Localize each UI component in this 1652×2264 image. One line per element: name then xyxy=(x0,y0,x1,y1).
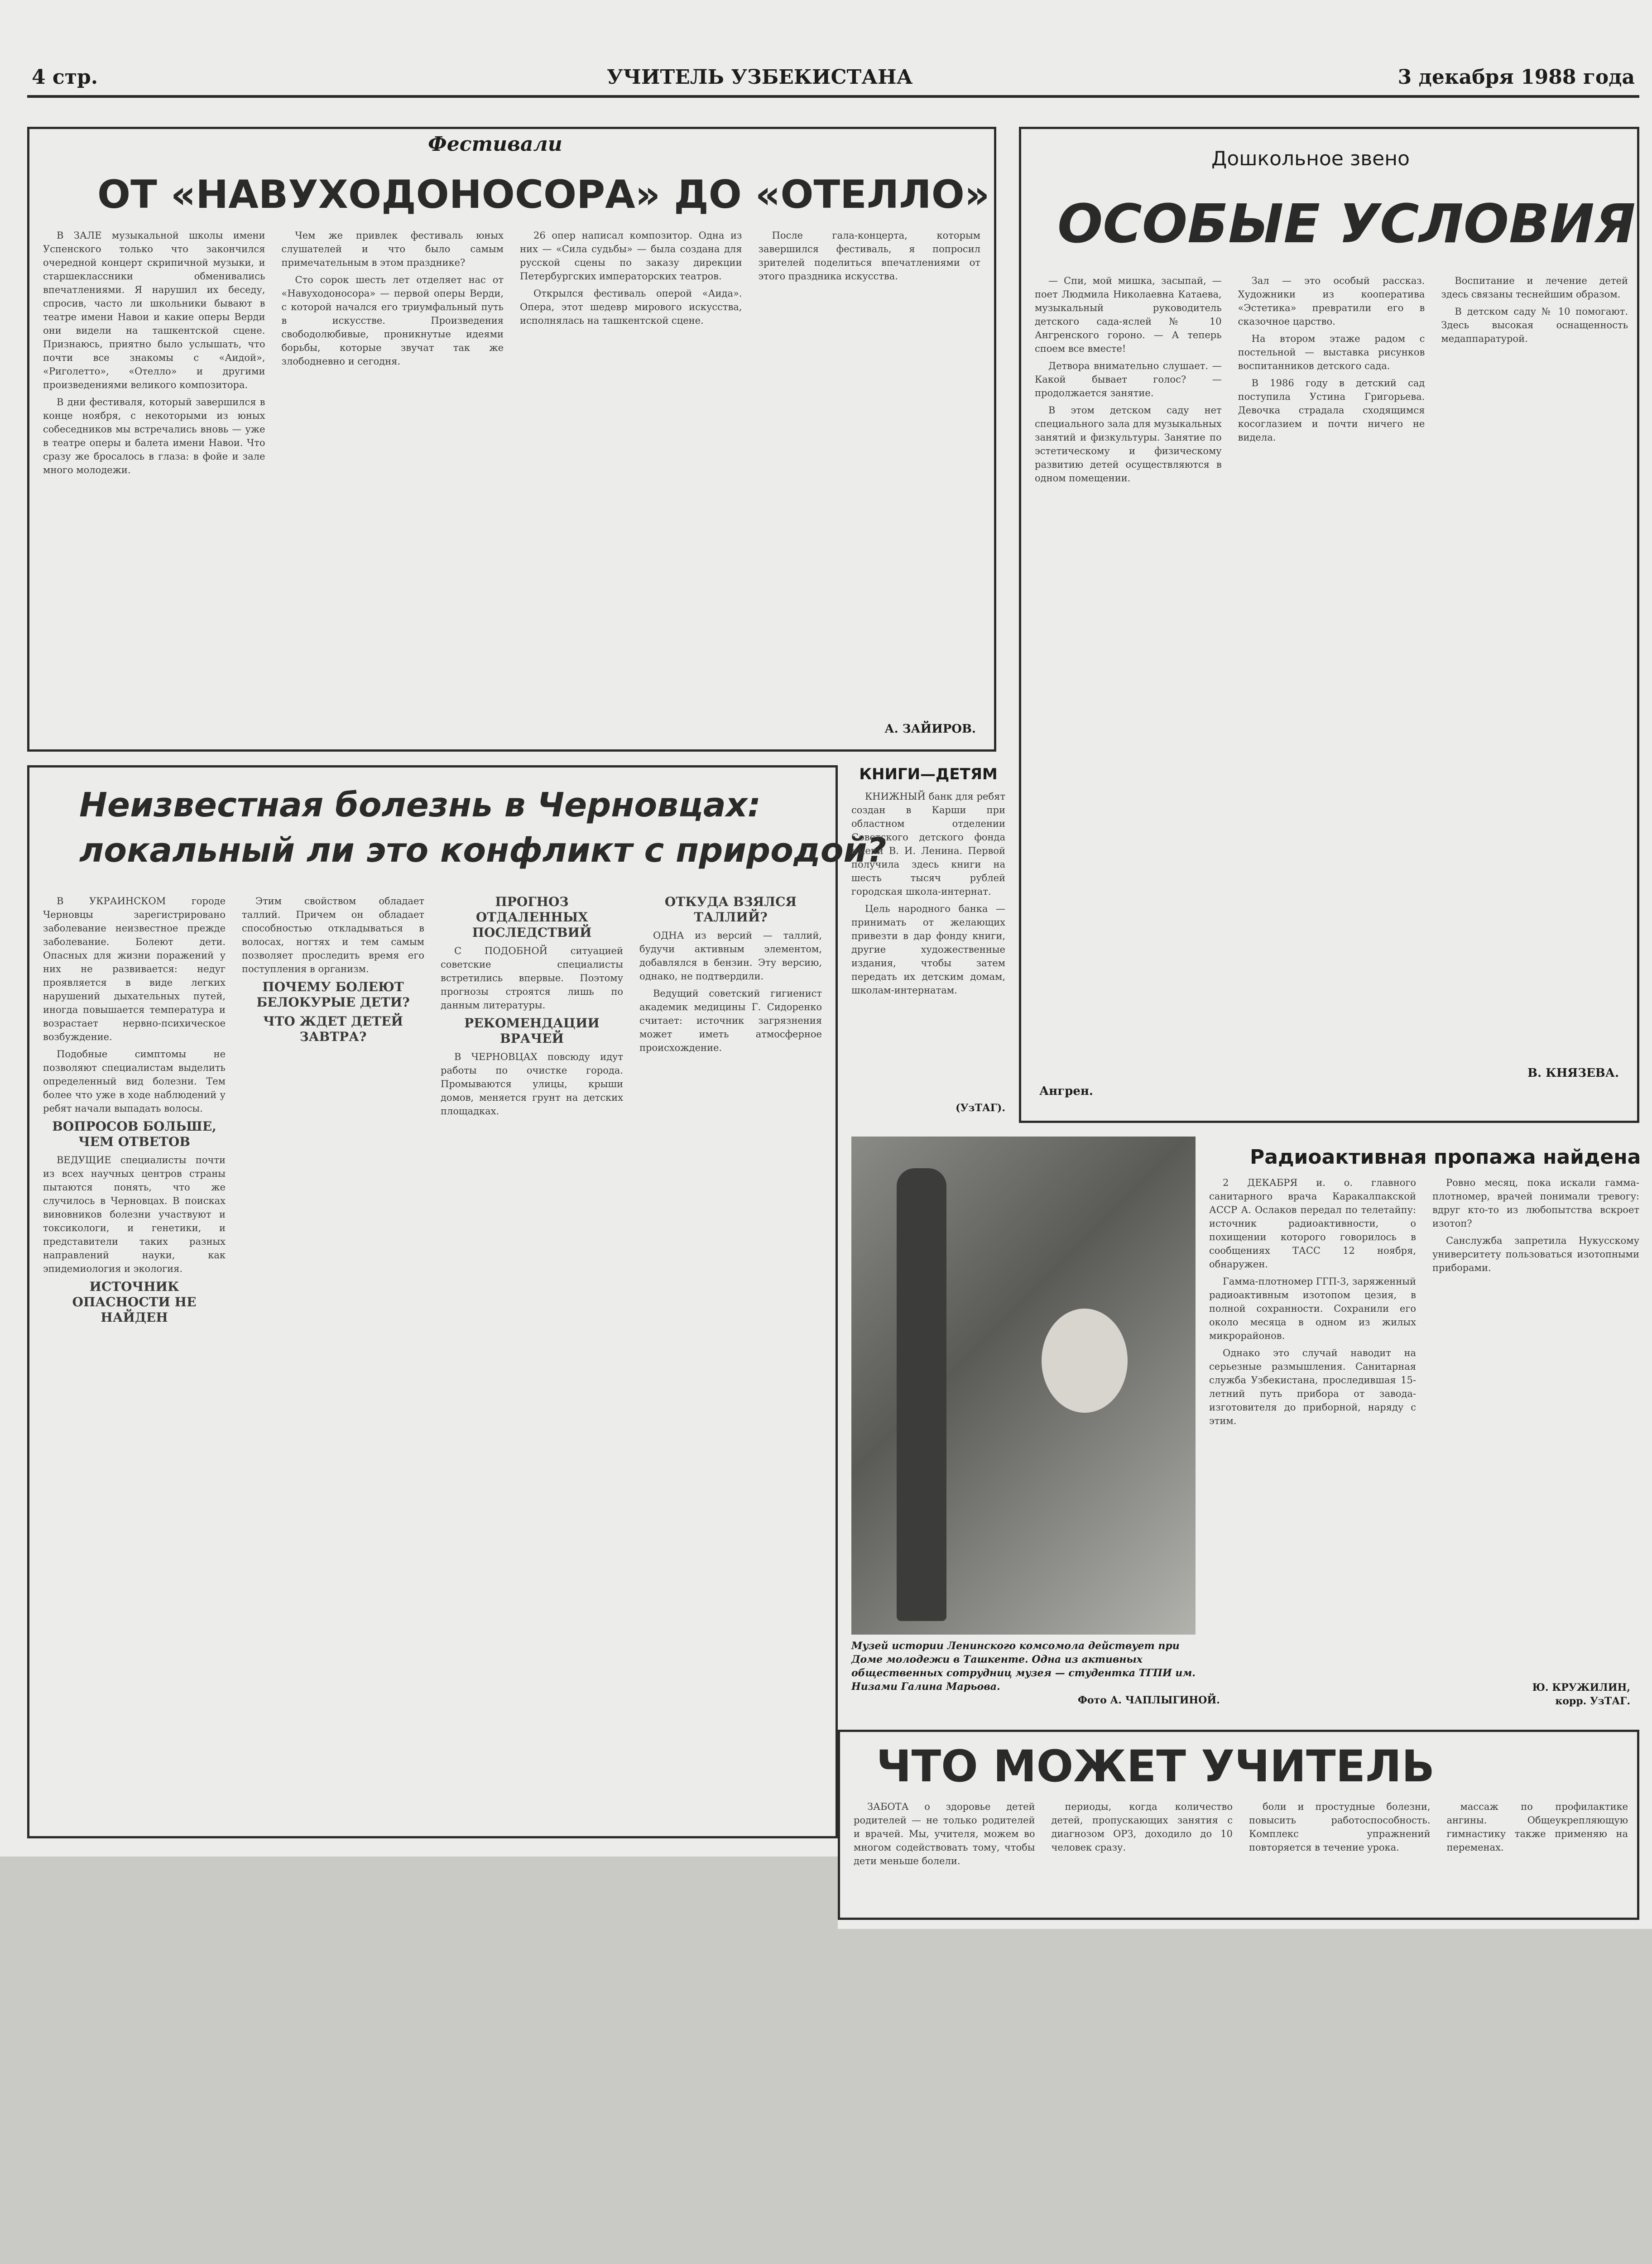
article-body xyxy=(854,1800,1628,1909)
torn-page-area xyxy=(0,1856,838,2264)
radioactive-article xyxy=(1209,1146,1639,1712)
text-column xyxy=(43,894,226,1823)
text-column xyxy=(43,229,265,722)
paragraph: В этом детском саду нет специального зала для музыкальных занятий и физкультуры. Занятие по эстетическому и физическому развитию детей осуществляются в одном помещении. xyxy=(1035,405,1222,484)
paragraph: Однако это случай наводит на серьезные размышления. Санитарная служба Узбекистана, проследившая 15-летний путь прибора от завода-изготовителя до приборной, наряду с этим. xyxy=(1209,1348,1416,1426)
note-title: КНИГИ—ДЕТЯМ xyxy=(859,765,998,783)
article-title: ОТ «НАВУХОДОНОСОРА» ДО «ОТЕЛЛО» xyxy=(97,172,990,217)
note-source: (УзТАГ). xyxy=(956,1102,1005,1114)
paragraph: 26 опер написал композитор. Одна из них — «Сила судьбы» — была создана для русской сцены по заказу дирекции Петербургских императорских театров. xyxy=(520,230,742,282)
article-body xyxy=(1035,274,1628,1044)
paragraph: массаж по профилактике ангины. Общеукрепляющую гимнастику также применяю на переменах. xyxy=(1446,1801,1628,1853)
text-column xyxy=(639,894,822,1823)
paragraph: КНИЖНЫЙ банк для ребят создан в Карши при областном отделении Советского детского фонда имени В. И. Ленина. Первой получила здесь книги на шесть тысяч рублей городская школа-интернат. xyxy=(851,791,1005,897)
paragraph: ОДНА из версий — таллий, будучи активным элементом, добавлялся в бензин. Эту версию, однако, не подтвердили. xyxy=(639,930,822,982)
subheading: ОТКУДА ВЗЯЛСЯ ТАЛЛИЙ? xyxy=(664,894,797,925)
paragraph: Ровно месяц, пока искали гамма-плотномер, врачей понимали тревогу: вдруг кто-то из любопытства вскроет изотоп? xyxy=(1432,1177,1639,1229)
section-label: Фестивали xyxy=(428,133,562,156)
article-body xyxy=(43,894,822,1823)
paragraph: В дни фестиваля, который завершился в конце ноября, с некоторыми из юных собеседников мы встречались вновь — уже в театре оперы и балета имени Навои. Что сразу же бросалось в глаза: в фойе и зале много молодежи. xyxy=(43,397,265,475)
text-column xyxy=(1441,274,1628,1044)
article-title: ОСОБЫЕ УСЛОВИЯ xyxy=(1057,192,1636,255)
statue-shape xyxy=(897,1168,946,1621)
paragraph: Гамма-плотномер ГГП-3, заряженный радиоактивным изотопом цезия, в полной сохранности. Сохранили его около месяца в одном из жилых микрорайонов. xyxy=(1209,1276,1416,1341)
text-column xyxy=(242,894,424,1823)
text-column xyxy=(1209,1176,1416,1665)
article-title-line-1: Неизвестная болезнь в Черновцах: xyxy=(79,786,761,825)
article-title-line-2: локальный ли это конфликт с природой? xyxy=(79,831,887,870)
article-author: В. КНЯЗЕВА. xyxy=(1527,1066,1619,1080)
paragraph: ВЕДУЩИЕ специалисты почти из всех научных центров страны пытаются понять, что же случилось в Черновцах. В поисках виновников болезни участвуют и токсикологи, и генетики, и представители таких разных направлений науки, как эпидемиология и экология. xyxy=(43,1155,226,1274)
text-column xyxy=(854,1800,1035,1909)
paragraph: ЗАБОТА о здоровье детей родителей — не только родителей и врачей. Мы, учителя, можем во многом содействовать тому, чтобы дети меньше болели. xyxy=(854,1801,1035,1866)
article-author: А. ЗАЙИРОВ. xyxy=(884,722,976,736)
paragraph: В ЗАЛЕ музыкальной школы имени Успенского только что закончился очередной концерт скрипичной музыки, и старшеклассники обменивались впечатлениями. Я нарушил их беседу, спросив, часто ли школьники бывают в театре имени Навои и какие оперы Верди они видели на ташкентской сцене. Признаюсь, приятно было услышать, что почти все знакомы с «Аидой», «Риголетто», «Отелло» и другими произведениями великого композитора. xyxy=(43,230,265,390)
article-title: ЧТО МОЖЕТ УЧИТЕЛЬ xyxy=(876,1741,1435,1792)
article-title: Радиоактивная пропажа найдена xyxy=(1250,1146,1641,1169)
article-author-role: корр. УзТАГ. xyxy=(1555,1695,1630,1707)
subheading: ЧТО ЖДЕТ ДЕТЕЙ ЗАВТРА? xyxy=(263,1014,403,1044)
subheading: ПОЧЕМУ БОЛЕЮТ БЕЛОКУРЫЕ ДЕТИ? xyxy=(256,979,410,1010)
subheading: ВОПРОСОВ БОЛЬШЕ, ЧЕМ ОТВЕТОВ xyxy=(52,1119,216,1149)
article-body xyxy=(43,229,980,722)
paragraph: После гала-концерта, которым завершился фестиваль, я попросил зрителей поделиться впечатлениями от этого праздника искусства. xyxy=(758,230,980,282)
subheading: ПРОГНОЗ ОТДАЛЕННЫХ ПОСЛЕДСТВИЙ xyxy=(472,894,592,940)
paragraph: боли и простудные болезни, повысить работоспособность. Комплекс упражнений повторяется в течение урока. xyxy=(1249,1801,1431,1853)
text-column xyxy=(759,229,981,722)
text-column xyxy=(282,229,504,722)
issue-date: 3 декабря 1988 года xyxy=(1397,66,1635,89)
paragraph: периоды, когда количество детей, пропускающих занятия с диагнозом ОРЗ, доходило до 10 человек сразу. xyxy=(1051,1801,1233,1853)
paragraph: На втором этаже радом с постельной — выставка рисунков воспитанников детского сада. xyxy=(1238,333,1425,371)
photo-credit: Фото А. ЧАПЛЫГИНОЙ. xyxy=(1078,1694,1220,1706)
paragraph: Сто сорок шесть лет отделяет нас от «Навуходоносора» — первой оперы Верди, с которой начался его триумфальный путь в искусстве. Произведения свободолюбивые, проникнутые идеями борьбы, которые звучат так же злободневно и сегодня. xyxy=(281,274,504,367)
text-column xyxy=(1052,1800,1233,1909)
paragraph: Воспитание и лечение детей здесь связаны теснейшим образом. xyxy=(1441,275,1628,300)
festival-article xyxy=(27,127,996,752)
text-column xyxy=(1238,274,1425,1044)
paragraph: 2 ДЕКАБРЯ и. о. главного санитарного врача Каракалпакской АССР А. Ослаков передал по телетайпу: источник радиоактивности, о похищении которого говорилось в сообщениях ТАСС 12 ноября, обнаружен. xyxy=(1209,1177,1416,1270)
preschool-article xyxy=(1019,127,1639,1123)
paragraph: С ПОДОБНОЙ ситуацией советские специалисты встретились впервые. Поэтому прогнозы строятся лишь по данным литературы. xyxy=(441,945,623,1011)
page-header xyxy=(27,63,1639,98)
paragraph: В ЧЕРНОВЦАХ повсюду идут работы по очистке города. Промываются улицы, крыши домов, меняется грунт на детских площадках. xyxy=(441,1051,623,1117)
paragraph: В детском саду № 10 помогают. Здесь высокая оснащенность медаппаратурой. xyxy=(1441,306,1628,344)
paragraph: Ведущий советский гигиенист академик медицины Г. Сидоренко считает: источник загрязнения может иметь атмосферное происхождение. xyxy=(639,988,822,1053)
paragraph: В 1986 году в детский сад поступила Устина Григорьева. Девочка страдала сходящимся косоглазием и почти ничего не видела. xyxy=(1238,378,1425,443)
text-column xyxy=(520,229,742,722)
paragraph: Открылся фестиваль оперой «Аида». Опера, этот шедевр мирового искусства, исполнялась на ташкентской сцене. xyxy=(520,288,742,326)
section-label: Дошкольное звено xyxy=(1211,147,1410,170)
paragraph: Этим свойством обладает таллий. Причем он обладает способностью откладываться в волосах, ногтях и тем самым позволяет проследить время его поступления в организм. xyxy=(242,896,424,974)
subheading: РЕКОМЕНДАЦИИ ВРАЧЕЙ xyxy=(464,1016,600,1046)
teacher-article xyxy=(838,1730,1639,1920)
paragraph: Зал — это особый рассказ. Художники из кооператива «Эстетика» превратили его в сказочное царство. xyxy=(1238,275,1425,327)
torn-page-area xyxy=(838,1929,1652,2264)
paragraph: Подобные симптомы не позволяют специалистам выделить определенный вид болезни. Тем более что уже в ходе наблюдений у ребят начали выпадать волосы. xyxy=(43,1049,226,1114)
text-column xyxy=(1249,1800,1431,1909)
photo-caption: Музей истории Ленинского комсомола действует при Доме молодежи в Ташкенте. Одна из активных общественных сотрудниц музея — студентка ТГПИ им. Низами Галина Марьова. xyxy=(851,1640,1196,1693)
books-note xyxy=(851,765,1005,1118)
museum-photo xyxy=(851,1137,1196,1635)
paragraph: Детвора внимательно слушает. — Какой бывает голос? — продолжается занятие. xyxy=(1035,360,1222,398)
paragraph: Чем же привлек фестиваль юных слушателей и что было самым примечательным в этом празднике? xyxy=(281,230,504,268)
paragraph: — Спи, мой мишка, засыпай, — поет Людмила Николаевна Катаева, музыкальный руководитель детского сада-яслей № 10 Ангренского гороно. — А теперь споем все вместе! xyxy=(1035,275,1222,354)
text-column xyxy=(1447,1800,1628,1909)
text-column xyxy=(1035,274,1222,1044)
article-author: Ю. КРУЖИЛИН, xyxy=(1532,1682,1630,1693)
note-body xyxy=(851,790,1005,1001)
text-column xyxy=(1432,1176,1639,1665)
article-city: Ангрен. xyxy=(1039,1084,1093,1098)
page-number: 4 стр. xyxy=(32,66,98,89)
text-column xyxy=(441,894,623,1823)
paragraph: В УКРАИНСКОМ городе Черновцы зарегистрировано заболевание неизвестное прежде заболевание. Болеют дети. Опасных для жизни поражений у них не развивается: недуг проявляется в виде легких нарушений дыхательных путей, иногда повышается температура и возрастает нервно-психическое возбуждение. xyxy=(43,896,226,1042)
subheading: ИСТОЧНИК ОПАСНОСТИ НЕ НАЙДЕН xyxy=(72,1279,197,1325)
chernovtsy-article xyxy=(27,765,887,1838)
newspaper-name: УЧИТЕЛЬ УЗБЕКИСТАНА xyxy=(607,66,913,89)
paragraph: Санслужба запретила Нукусскому университету пользоваться изотопными приборами. xyxy=(1432,1235,1639,1273)
paragraph: Цель народного банка — принимать от желающих привезти в дар фонду книги, другие художественные издания, чтобы затем передать их детским домам, школам-интернатам. xyxy=(851,903,1005,996)
article-body xyxy=(1209,1176,1639,1665)
woman-face-shape xyxy=(1042,1309,1128,1413)
